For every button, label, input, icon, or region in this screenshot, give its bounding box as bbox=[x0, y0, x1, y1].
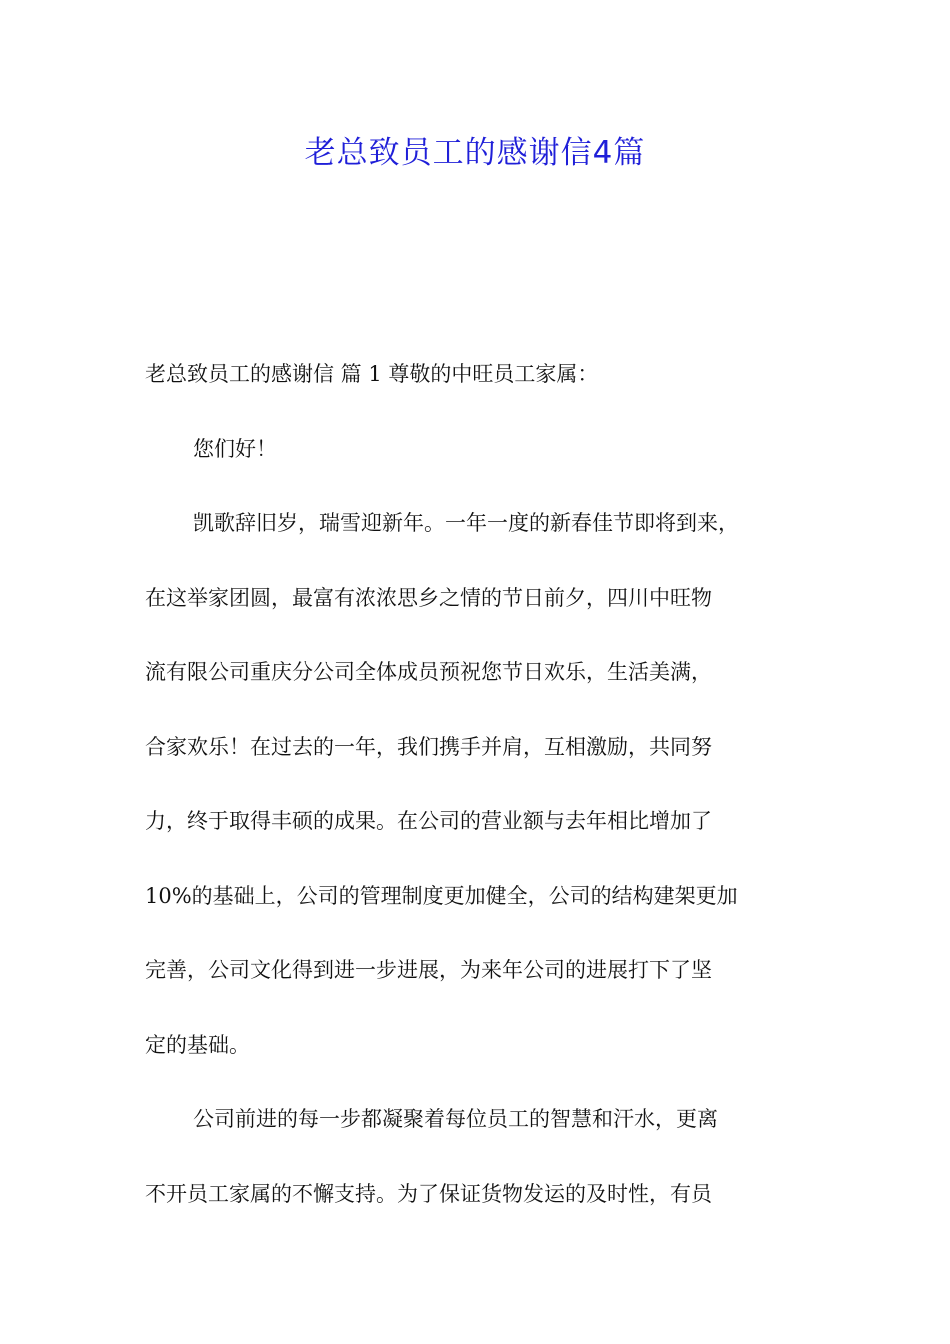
paragraph-line: 不开员工家属的不懈支持。为了保证货物发运的及时性，有员 bbox=[145, 1181, 712, 1206]
paragraph-line: 公司前进的每一步都凝聚着每位员工的智慧和汗水，更离 bbox=[193, 1107, 718, 1131]
paragraph-line: 力，终于取得丰硕的成果。在公司的营业额与去年相比增加了 bbox=[145, 809, 712, 833]
paragraph-line: 定的基础。 bbox=[145, 1032, 250, 1057]
letter-body bbox=[145, 337, 815, 1231]
letter-heading-line: 老总致员工的感谢信 篇 1 尊敬的中旺员工家属： bbox=[145, 362, 599, 386]
paragraph-line: 流有限公司重庆分公司全体成员预祝您节日欢乐，生活美满， bbox=[145, 660, 712, 684]
paragraph-line: 在这举家团圆，最富有浓浓思乡之情的节日前夕，四川中旺物 bbox=[145, 585, 712, 610]
paragraph-line: 10%的基础上，公司的管理制度更加健全，公司的结构建架更加 bbox=[145, 883, 738, 908]
document-title: 老总致员工的感谢信4篇 bbox=[304, 135, 646, 171]
paragraph-line: 完善，公司文化得到进一步进展，为来年公司的进展打下了坚 bbox=[145, 958, 712, 982]
paragraph-line: 凯歌辞旧岁，瑞雪迎新年。一年一度的新春佳节即将到来， bbox=[193, 511, 739, 535]
paragraph-line: 合家欢乐！在过去的一年，我们携手并肩，互相激励，共同努 bbox=[145, 734, 712, 759]
greeting-line: 您们好！ bbox=[193, 436, 277, 461]
